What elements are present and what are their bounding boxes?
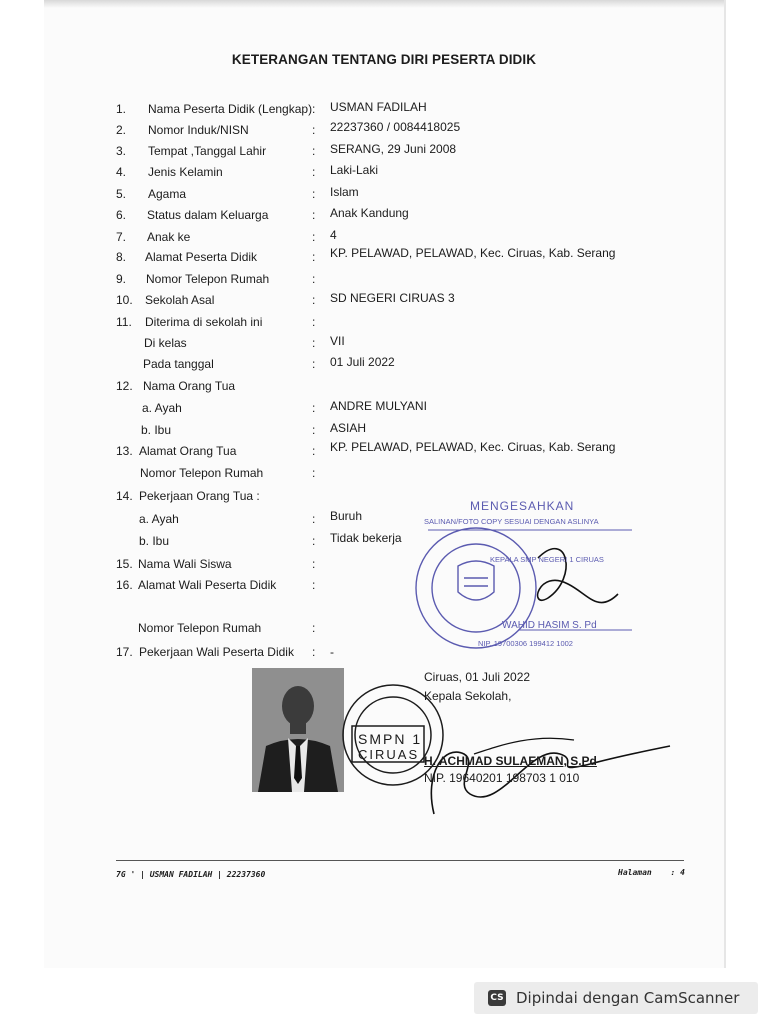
signature-position: Kepala Sekolah, — [424, 689, 512, 703]
biodata-row — [0, 466, 768, 484]
row-number: 2. — [116, 123, 127, 137]
row-label: b. Ibu — [141, 423, 172, 437]
row-value: Laki-Laki — [330, 163, 379, 177]
row-colon: : — [312, 315, 316, 329]
row-label: Pada tanggal — [143, 357, 214, 371]
row-label: Nomor Telepon Rumah — [140, 466, 264, 480]
row-number: 14. — [116, 489, 133, 503]
seal-main: SMPN 1 — [358, 731, 423, 747]
row-colon: : — [312, 534, 316, 548]
row-label: Pekerjaan Wali Peserta Didik — [139, 645, 294, 659]
biodata-row — [0, 557, 768, 575]
row-number: 4. — [116, 165, 127, 179]
row-label: Sekolah Asal — [145, 293, 215, 307]
biodata-row — [0, 120, 768, 141]
footer-page-label: Halaman — [618, 868, 652, 877]
biodata-row — [0, 509, 768, 530]
row-colon: : — [312, 621, 316, 635]
row-value: 4 — [330, 228, 337, 242]
legalization-stamp — [398, 496, 638, 656]
row-colon: : — [312, 165, 316, 179]
signature-place-date: Ciruas, 01 Juli 2022 — [424, 670, 531, 684]
row-colon: : — [312, 512, 316, 526]
row-label: Agama — [148, 187, 187, 201]
row-colon: : — [312, 123, 316, 137]
biodata-row — [0, 144, 768, 162]
row-value: SD NEGERI CIRUAS 3 — [330, 291, 455, 305]
biodata-row — [0, 246, 768, 268]
row-value: KP. PELAWAD, PELAWAD, Kec. Ciruas, Kab. Serang — [330, 246, 616, 260]
row-number: 9. — [116, 272, 127, 286]
row-colon: : — [312, 293, 316, 307]
stamp-note: SALINAN/FOTO COPY SESUAI DENGAN ASLINYA — [424, 517, 599, 526]
biodata-row — [0, 423, 768, 441]
camscanner-text: Dipindai dengan CamScanner — [516, 989, 740, 1007]
row-colon: : — [312, 187, 316, 201]
biodata-row — [0, 621, 768, 639]
biodata-row — [0, 272, 768, 290]
row-number: 17. — [116, 645, 133, 659]
biodata-row — [0, 315, 768, 333]
biodata-row — [0, 379, 768, 397]
row-colon: : — [312, 578, 316, 592]
row-colon: : — [312, 272, 316, 286]
row-label: a. Ayah — [142, 401, 182, 415]
row-number: 7. — [116, 230, 127, 244]
footer-student-info: 7G ' | USMAN FADILAH | 22237360 — [116, 870, 266, 879]
row-number: 11. — [116, 315, 132, 329]
stamp-nip: NIP. 19700306 199412 1002 — [478, 639, 573, 648]
row-value: KP. PELAWAD, PELAWAD, Kec. Ciruas, Kab. Serang — [330, 440, 616, 454]
biodata-row — [0, 336, 768, 354]
row-label: Di kelas — [144, 336, 187, 350]
row-label: Nama Wali Siswa — [138, 557, 232, 571]
row-label: Alamat Peserta Didik — [145, 250, 258, 264]
row-colon: : — [312, 102, 316, 116]
row-number: 10. — [116, 293, 133, 307]
row-value: Anak Kandung — [330, 206, 409, 220]
row-value: 22237360 / 0084418025 — [330, 120, 461, 134]
row-colon: : — [312, 230, 316, 244]
row-number: 12. — [116, 379, 133, 393]
row-value: - — [330, 645, 334, 659]
row-value: 01 Juli 2022 — [330, 355, 395, 369]
row-label: a. Ayah — [139, 512, 179, 526]
row-label: Nomor Telepon Rumah — [138, 621, 262, 635]
row-number: 1. — [116, 102, 127, 116]
biodata-row — [0, 293, 768, 311]
camscanner-logo-icon: CS — [488, 990, 506, 1006]
row-colon: : — [312, 208, 316, 222]
biodata-row — [0, 440, 768, 462]
footer-divider — [116, 860, 684, 861]
row-value: Islam — [330, 185, 359, 199]
biodata-row — [0, 102, 768, 120]
biodata-row — [0, 489, 768, 507]
row-colon: : — [312, 645, 316, 659]
footer-page — [618, 868, 685, 877]
page-top-shadow — [44, 0, 724, 8]
stamp-role: KEPALA SMP NEGERI 1 CIRUAS — [490, 555, 604, 564]
seal-sub: CIRUAS — [358, 747, 420, 762]
student-photo — [252, 668, 344, 792]
row-value: Tidak bekerja — [330, 531, 402, 545]
biodata-row — [0, 208, 768, 226]
biodata-row — [0, 401, 768, 419]
row-number: 8. — [116, 250, 127, 264]
biodata-row — [0, 578, 768, 596]
row-label: Jenis Kelamin — [148, 165, 223, 179]
row-value: VII — [330, 334, 345, 348]
footer-page-number: : 4 — [670, 868, 685, 877]
row-colon: : — [312, 401, 316, 415]
row-colon: : — [312, 250, 316, 264]
row-label: Tempat ,Tanggal Lahir — [148, 144, 267, 158]
row-label: b. Ibu — [139, 534, 170, 548]
biodata-row — [0, 187, 768, 205]
row-label: Anak ke — [147, 230, 191, 244]
row-value: Buruh — [330, 509, 363, 523]
row-colon: : — [312, 357, 316, 371]
row-colon: : — [312, 444, 316, 458]
biodata-row — [0, 531, 768, 552]
row-colon: : — [312, 336, 316, 350]
row-number: 13. — [116, 444, 133, 458]
row-number: 6. — [116, 208, 127, 222]
row-value: SERANG, 29 Juni 2008 — [330, 142, 457, 156]
row-label: Diterima di sekolah ini — [145, 315, 263, 329]
row-label: Pekerjaan Orang Tua : — [139, 489, 260, 503]
row-colon: : — [312, 423, 316, 437]
signature-nip: NIP. 19640201 198703 1 010 — [424, 771, 580, 785]
row-label: Nama Orang Tua — [143, 379, 236, 393]
biodata-row — [0, 645, 768, 663]
stamp-name: WAHID HASIM S. Pd — [502, 620, 597, 631]
row-label: Alamat Wali Peserta Didik — [138, 578, 277, 592]
biodata-row — [0, 357, 768, 375]
row-label: Nomor Induk/NISN — [148, 123, 249, 137]
row-value: ASIAH — [330, 421, 367, 435]
row-label: Nama Peserta Didik (Lengkap) — [148, 102, 313, 116]
row-colon: : — [312, 144, 316, 158]
document-title: KETERANGAN TENTANG DIRI PESERTA DIDIK — [231, 52, 537, 67]
row-label: Alamat Orang Tua — [139, 444, 237, 458]
row-label: Nomor Telepon Rumah — [146, 272, 270, 286]
row-number: 15. — [116, 557, 133, 571]
row-number: 5. — [116, 187, 127, 201]
row-colon: : — [312, 557, 316, 571]
row-value: ANDRE MULYANI — [330, 399, 427, 413]
biodata-row — [0, 165, 768, 183]
signature-name: H. ACHMAD SULAEMAN, S.Pd — [424, 754, 597, 768]
row-colon: : — [312, 466, 316, 480]
row-value: USMAN FADILAH — [330, 100, 427, 114]
row-label: Status dalam Keluarga — [147, 208, 269, 222]
row-number: 3. — [116, 144, 127, 158]
camscanner-badge — [474, 982, 758, 1014]
row-number: 16. — [116, 578, 133, 592]
stamp-heading: MENGESAHKAN — [470, 499, 575, 513]
